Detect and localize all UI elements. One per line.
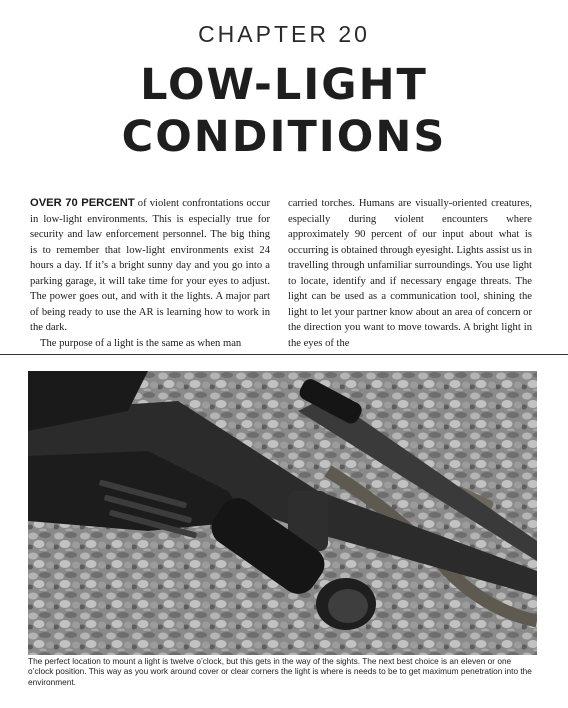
body-column-left — [30, 196, 270, 351]
figure-photo — [28, 371, 537, 655]
figure-caption: The perfect location to mount a light is twelve o’clock, but this gets in the way of the sights. The next best choice is an eleven or one o’clock position. This way as you work around cover or clear corners the light is where is needs to be to get maximum penetration into the environment. — [28, 656, 532, 687]
rifle-with-light-photo — [28, 371, 537, 655]
left-paragraph-1 — [30, 196, 270, 336]
body-column-right — [288, 196, 532, 351]
left-paragraph-1-text: of violent confrontations occur in low-light environments. This is especially true for security and law enforcement personnel. The big thing is to remember that low-light environments exist 24 hours a day. If it’s a bright sunny day and you go into a parking garage, it will take time for your eyes to adjust. The power goes out, and with it the lights. A major part of being ready to use the AR is learning how to work in the dark. — [30, 198, 271, 333]
chapter-title-line-1: LOW-LIGHT — [140, 60, 428, 110]
left-paragraph-2: The purpose of a light is the same as when man — [40, 337, 242, 349]
section-rule — [0, 354, 568, 355]
right-paragraph-1: carried torches. Humans are visually-oriented creatures, especially during violent encounters where approximately 90 percent of our input about what is occurring is obtained through eyesight. Lights assist us in travelling through unfamiliar surroundings. You use light to locate, identify and if necessary engage threats. The light can be used as a communication tool, shining the light to let your partner know about an area of concern or the direction you want to move towards. A bright light in the eyes of the — [288, 198, 532, 349]
chapter-title-line-2: CONDITIONS — [121, 112, 447, 162]
chapter-label: CHAPTER 20 — [198, 21, 370, 47]
lead-in: OVER 70 PERCENT — [30, 197, 135, 209]
